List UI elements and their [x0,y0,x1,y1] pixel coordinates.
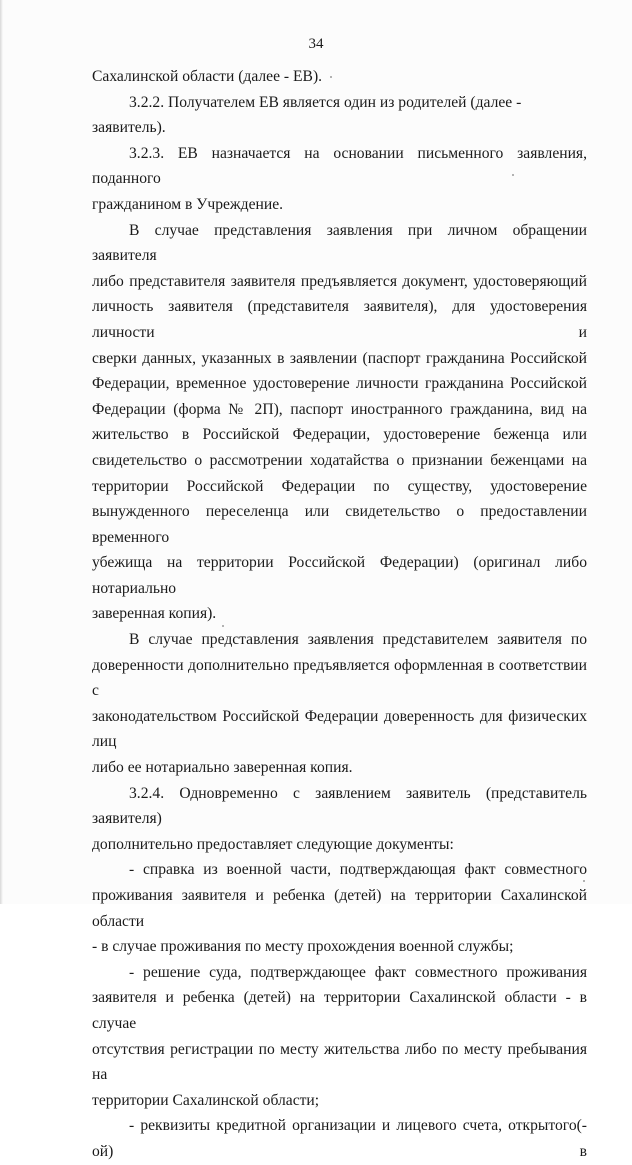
text-line: 3.2.3. ЕВ назначается на основании письменного заявления, поданного [92,144,587,188]
text-line: жительство в Российской Федерации, удостоверение беженца или [92,426,587,444]
text-line: Сахалинской области (далее - ЕВ). [92,68,323,85]
document-body [92,64,587,1165]
text-line: заявителя и ребенка (детей) на территории Сахалинской области - в случае [92,989,587,1032]
text-line: сверки данных, указанных в заявлении (паспорт гражданина Российской [92,349,587,367]
text-line: 3.2.4. Одновременно с заявлением заявитель (представитель заявителя) [92,784,587,828]
scan-speck [512,174,514,176]
paragraph-3-2-3 [92,141,587,218]
text-line: доверенности дополнительно предъявляется оформленная в соответствии с [92,656,587,700]
scan-speck [583,880,585,882]
scan-speck [330,76,332,78]
paragraph-continuation [92,64,587,90]
text-line: убежища на территории Российской Федерации) (оригинал либо нотариально [92,554,587,597]
text-line: проживания заявителя и ребенка (детей) на территории Сахалинской области [92,887,587,930]
text-line: - в случае проживания по месту прохождения военной службы; [92,938,514,956]
text-line: дополнительно предоставляет следующие документы: [92,835,454,853]
text-line: 3.2.2. Получателем ЕВ является один из родителей (далее - заявитель). [92,93,522,137]
text-line: Федерации (форма № 2П), паспорт иностранного гражданина, вид на [92,400,587,418]
text-line: либо представителя заявителя предъявляется документ, удостоверяющий [92,272,587,290]
paragraph-3-2-2 [92,90,587,141]
text-line: В случае представления заявления при личном обращении заявителя [92,221,587,265]
scan-edge-shadow [0,0,3,904]
list-item-military-certificate [92,857,587,959]
text-line: либо ее нотариально заверенная копия. [92,759,353,777]
text-line: - реквизиты кредитной организации и лицевого счета, открытого(-ой) в [92,1117,587,1160]
paragraph-representative [92,627,587,781]
text-line: свидетельство о рассмотрении ходатайства о признании беженцами на [92,451,587,469]
text-line: - решение суда, подтверждающее факт совместного проживания [129,963,587,981]
page-number: 34 [308,36,324,52]
text-line: личность заявителя (представителя заявителя), для удостоверения личности и [92,298,587,341]
list-item-court-decision [92,960,587,1114]
text-line: В случае представления заявления представителем заявителя по [129,631,587,649]
text-line: гражданином в Учреждение. [92,195,284,213]
text-line: Федерации, временное удостоверение личности гражданина Российской [92,375,587,393]
paragraph-3-2-4 [92,781,587,858]
scan-speck [222,625,224,627]
text-line: вынужденного переселенца или свидетельство о предоставлении временного [92,503,587,546]
text-line: отсутствия регистрации по месту жительства либо по месту пребывания на [92,1040,587,1084]
text-line: - справка из военной части, подтверждающая факт совместного [129,861,587,879]
list-item-bank-details [92,1113,587,1164]
text-line: территории Сахалинской области; [92,1091,320,1109]
text-line: территории Российской Федерации по существу, удостоверение [92,477,587,495]
text-line: законодательством Российской Федерации доверенность для физических лиц [92,707,587,751]
text-line: заверенная копия). [92,605,217,623]
paragraph-personal-application [92,218,587,628]
